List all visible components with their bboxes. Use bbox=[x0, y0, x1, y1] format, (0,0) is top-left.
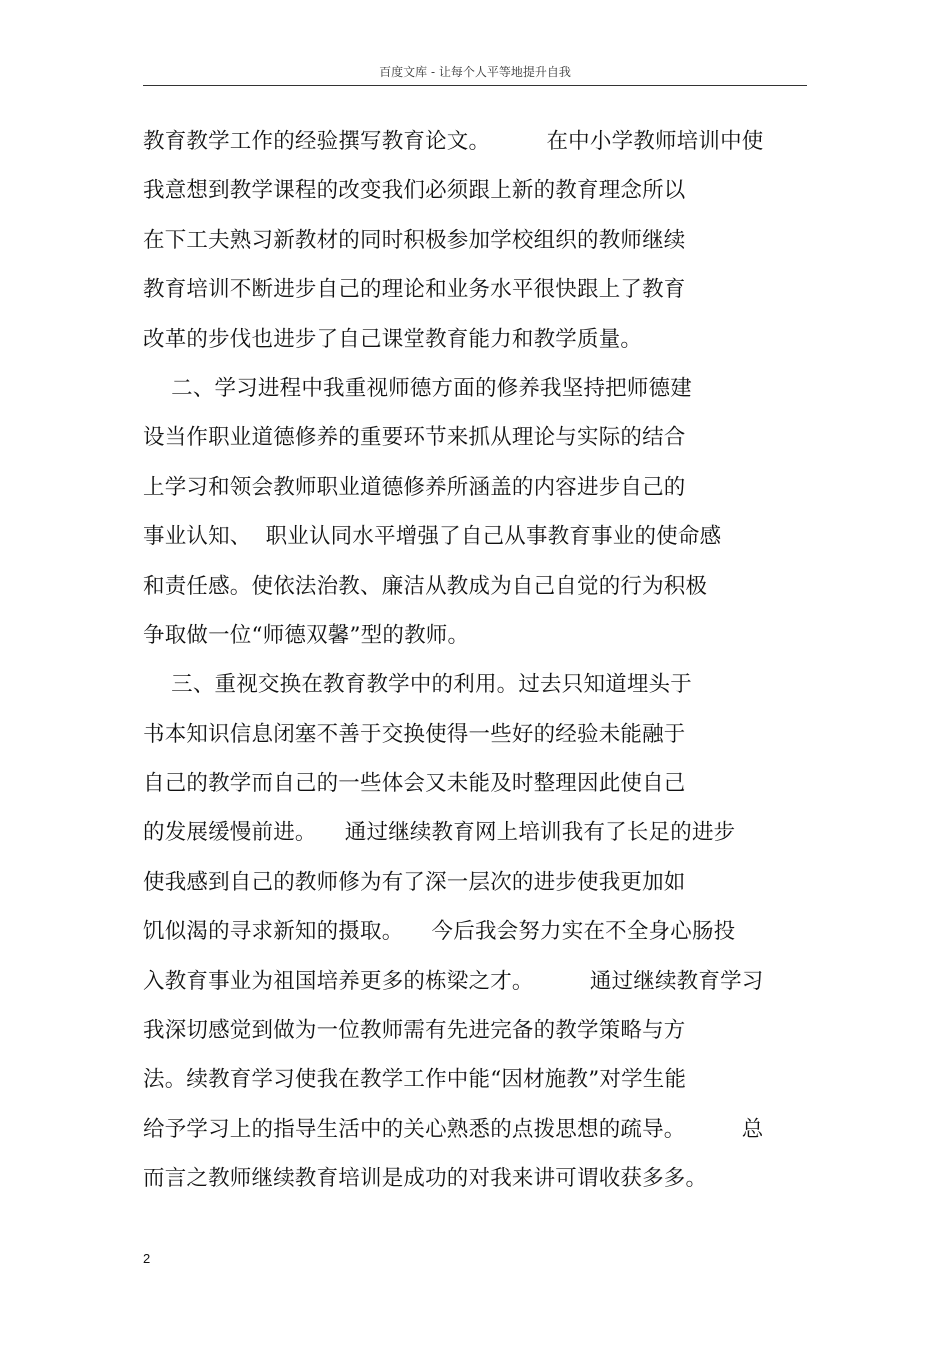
document-body bbox=[143, 119, 843, 1206]
text-line: 二、学习进程中我重视师德方面的修养我坚持把师德建 bbox=[143, 375, 692, 401]
text-line: 事业认知、 职业认同水平增强了自己从事教育事业的使命感 bbox=[143, 524, 722, 550]
page-header: 百度文库 - 让每个人平等地提升自我 bbox=[379, 65, 571, 79]
text-line: 上学习和领会教师职业道德修养所涵盖的内容进步自己的 bbox=[143, 474, 686, 500]
text-line: 的发展缓慢前进。 通过继续教育网上培训我有了长足的进步 bbox=[143, 820, 736, 846]
text-line: 书本知识信息闭塞不善于交换使得一些好的经验未能融于 bbox=[143, 721, 686, 747]
text-line: 三、重视交换在教育教学中的利用。过去只知道埋头于 bbox=[143, 672, 692, 698]
text-line: 教育教学工作的经验撰写教育论文。 在中小学教师培训中使 bbox=[143, 129, 764, 154]
text-line: 设当作职业道德修养的重要环节来抓从理论与实际的结合 bbox=[143, 425, 686, 451]
text-line: 使我感到自己的教师修为有了深一层次的进步使我更加如 bbox=[143, 869, 686, 895]
text-line: 自己的教学而自己的一些体会又未能及时整理因此使自己 bbox=[143, 771, 686, 797]
text-line: 争取做一位“师德双馨”型的教师。 bbox=[143, 622, 470, 648]
text-line: 饥似渴的寻求新知的摄取。 今后我会努力实在不全身心肠投 bbox=[143, 919, 736, 945]
page-number: 2 bbox=[143, 1251, 151, 1266]
text-line: 而言之教师继续教育培训是成功的对我来讲可谓收获多多。 bbox=[143, 1166, 708, 1192]
header-divider bbox=[143, 85, 807, 86]
text-line: 在下工夫熟习新教材的同时积极参加学校组织的教师继续 bbox=[143, 227, 686, 253]
text-line: 法。续教育学习使我在教学工作中能“因材施教”对学生能 bbox=[143, 1067, 687, 1093]
text-line: 和责任感。使依法治教、廉洁从教成为自己自觉的行为积极 bbox=[143, 573, 708, 599]
text-line: 教育培训不断进步自己的理论和业务水平很快跟上了教育 bbox=[143, 277, 686, 303]
text-line: 我深切感觉到做为一位教师需有先进完备的教学策略与方 bbox=[143, 1018, 686, 1044]
text-line: 给予学习上的指导生活中的关心熟悉的点拨思想的疏导。 总 bbox=[143, 1116, 764, 1142]
text-line: 我意想到教学课程的改变我们必须跟上新的教育理念所以 bbox=[143, 178, 686, 204]
text-line: 改革的步伐也进步了自己课堂教育能力和教学质量。 bbox=[143, 326, 643, 352]
text-line: 入教育事业为祖国培养更多的栋梁之才。 通过继续教育学习 bbox=[143, 968, 764, 994]
